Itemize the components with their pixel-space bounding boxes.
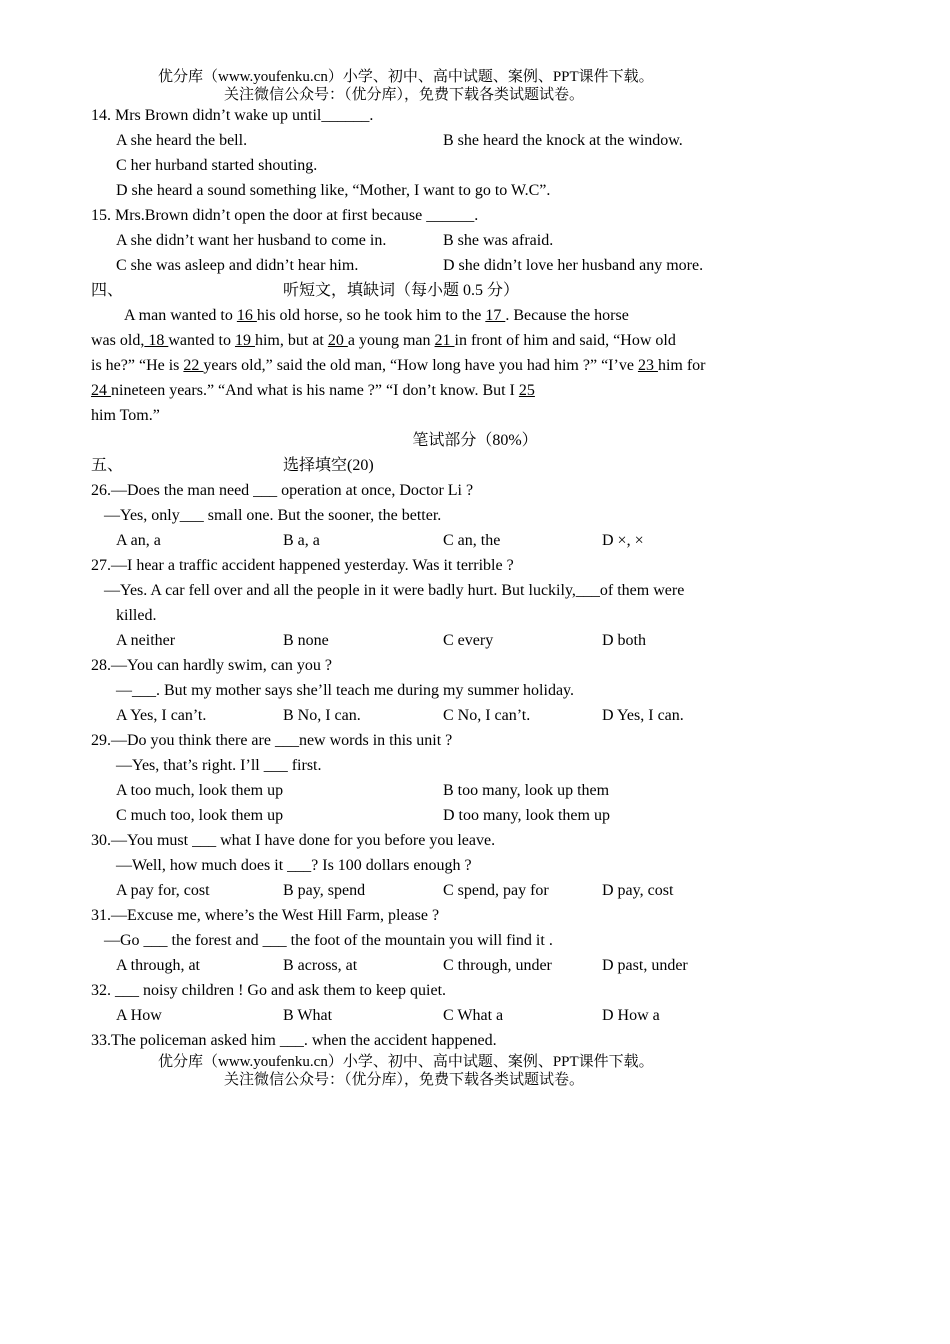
q26-reply: —Yes, only___ small one. But the sooner, the better. [104, 507, 442, 524]
passage-line-4: 24 nineteen years.” “And what is his name ?” “I don’t know. But I 25 [91, 382, 535, 399]
q32-option-d: D How a [602, 1007, 660, 1024]
blank-18: 18 [144, 332, 169, 349]
blank-19: 19 [234, 332, 255, 349]
q14-option-b: B she heard the knock at the window. [443, 132, 683, 149]
q33-stem: 33.The policeman asked him ___. when the accident happened. [91, 1032, 497, 1049]
blank-24: 24 [91, 382, 111, 399]
q28-option-d: D Yes, I can. [602, 707, 684, 724]
q29-option-b: B too many, look up them [443, 782, 610, 799]
passage-line-3: is he?” “He is 22 years old,” said the old man, “How long have you had him ?” “I’ve 23 him for [91, 357, 706, 374]
q28-option-b: B No, I can. [283, 707, 361, 724]
q30-stem: 30.—You must ___ what I have done for you before you leave. [91, 832, 496, 849]
q31-option-d: D past, under [602, 957, 688, 974]
q30-option-d: D pay, cost [602, 882, 674, 899]
footer-line-1: 优分库（www.youfenku.cn）小学、初中、高中试题、案例、PPT课件下载。 [158, 1054, 654, 1070]
blank-23: 23 [637, 357, 658, 374]
q27-option-d: D both [602, 632, 646, 649]
q32-option-b: B What [283, 1007, 333, 1024]
q14-stem: 14. Mrs Brown didn’t wake up until______. [91, 107, 374, 124]
q27-stem: 27.—I hear a traffic accident happened yesterday. Was it terrible ? [91, 557, 514, 574]
q26-option-d: D ×, × [602, 532, 644, 549]
q32-option-c: C What a [443, 1007, 504, 1024]
q27-reply-cont: killed. [116, 607, 157, 624]
q28-option-a: A Yes, I can’t. [116, 707, 207, 724]
q26-stem: 26.—Does the man need ___ operation at once, Doctor Li ? [91, 482, 474, 499]
passage-line-1: A man wanted to 16 his old horse, so he took him to the 17 . Because the horse [124, 307, 629, 324]
q32-stem: 32. ___ noisy children ! Go and ask them to keep quiet. [91, 982, 447, 999]
blank-25: 25 [518, 382, 535, 399]
header-line-1: 优分库（www.youfenku.cn）小学、初中、高中试题、案例、PPT课件下载。 [158, 69, 654, 85]
section5-number: 五、 [91, 457, 124, 474]
q31-option-a: A through, at [116, 957, 200, 974]
q29-option-d: D too many, look them up [443, 807, 610, 824]
q27-option-b: B none [283, 632, 329, 649]
blank-21: 21 [434, 332, 455, 349]
blank-22: 22 [183, 357, 204, 374]
q26-option-c: C an, the [443, 532, 501, 549]
q27-option-c: C every [443, 632, 494, 649]
q32-option-a: A How [116, 1007, 162, 1024]
q31-option-b: B across, at [283, 957, 358, 974]
blank-16: 16 [236, 307, 257, 324]
blank-17: 17 [485, 307, 506, 324]
q28-reply: —___. But my mother says she’ll teach me during my summer holiday. [116, 682, 574, 699]
q15-option-a: A she didn’t want her husband to come in. [116, 232, 387, 249]
q26-option-a: A an, a [116, 532, 161, 549]
q15-option-c: C she was asleep and didn’t hear him. [116, 257, 359, 274]
q27-option-a: A neither [116, 632, 176, 649]
section4-number: 四、 [91, 282, 124, 299]
passage-line-5: him Tom.” [91, 407, 160, 424]
written-part-title: 笔试部分（80%） [412, 432, 538, 449]
q31-stem: 31.—Excuse me, where’s the West Hill Farm, please ? [91, 907, 440, 924]
q26-option-b: B a, a [283, 532, 320, 549]
passage-line-2: was old, 18 wanted to 19 him, but at 20 a young man 21 in front of him and said, “How old [91, 332, 676, 349]
header-line-2: 关注微信公众号：（优分库），免费下载各类试题试卷。 [224, 87, 585, 103]
q31-reply: —Go ___ the forest and ___ the foot of the mountain you will find it . [104, 932, 553, 949]
q27-reply: —Yes. A car fell over and all the people in it were badly hurt. But luckily,___of them were [104, 582, 685, 599]
q15-option-b: B she was afraid. [443, 232, 554, 249]
q29-stem: 29.—Do you think there are ___new words in this unit ? [91, 732, 453, 749]
blank-20: 20 [327, 332, 348, 349]
q30-option-b: B pay, spend [283, 882, 366, 899]
q30-reply: —Well, how much does it ___? Is 100 dollars enough ? [116, 857, 472, 874]
q15-stem: 15. Mrs.Brown didn’t open the door at first because ______. [91, 207, 479, 224]
q30-option-c: C spend, pay for [443, 882, 549, 899]
q31-option-c: C through, under [443, 957, 552, 974]
section5-title: 选择填空(20) [283, 457, 374, 474]
section4-title: 听短文，填缺词（每小题 0.5 分） [283, 282, 520, 299]
q29-reply: —Yes, that’s right. I’ll ___ first. [116, 757, 322, 774]
q29-option-a: A too much, look them up [116, 782, 284, 799]
q14-option-a: A she heard the bell. [116, 132, 248, 149]
q30-option-a: A pay for, cost [116, 882, 210, 899]
q29-option-c: C much too, look them up [116, 807, 284, 824]
q28-stem: 28.—You can hardly swim, can you ? [91, 657, 333, 674]
q15-option-d: D she didn’t love her husband any more. [443, 257, 704, 274]
q28-option-c: C No, I can’t. [443, 707, 531, 724]
footer-line-2: 关注微信公众号：（优分库），免费下载各类试题试卷。 [224, 1072, 585, 1088]
q14-option-c: C her hurband started shouting. [116, 157, 318, 174]
q14-option-d: D she heard a sound something like, “Mother, I want to go to W.C”. [116, 182, 551, 199]
